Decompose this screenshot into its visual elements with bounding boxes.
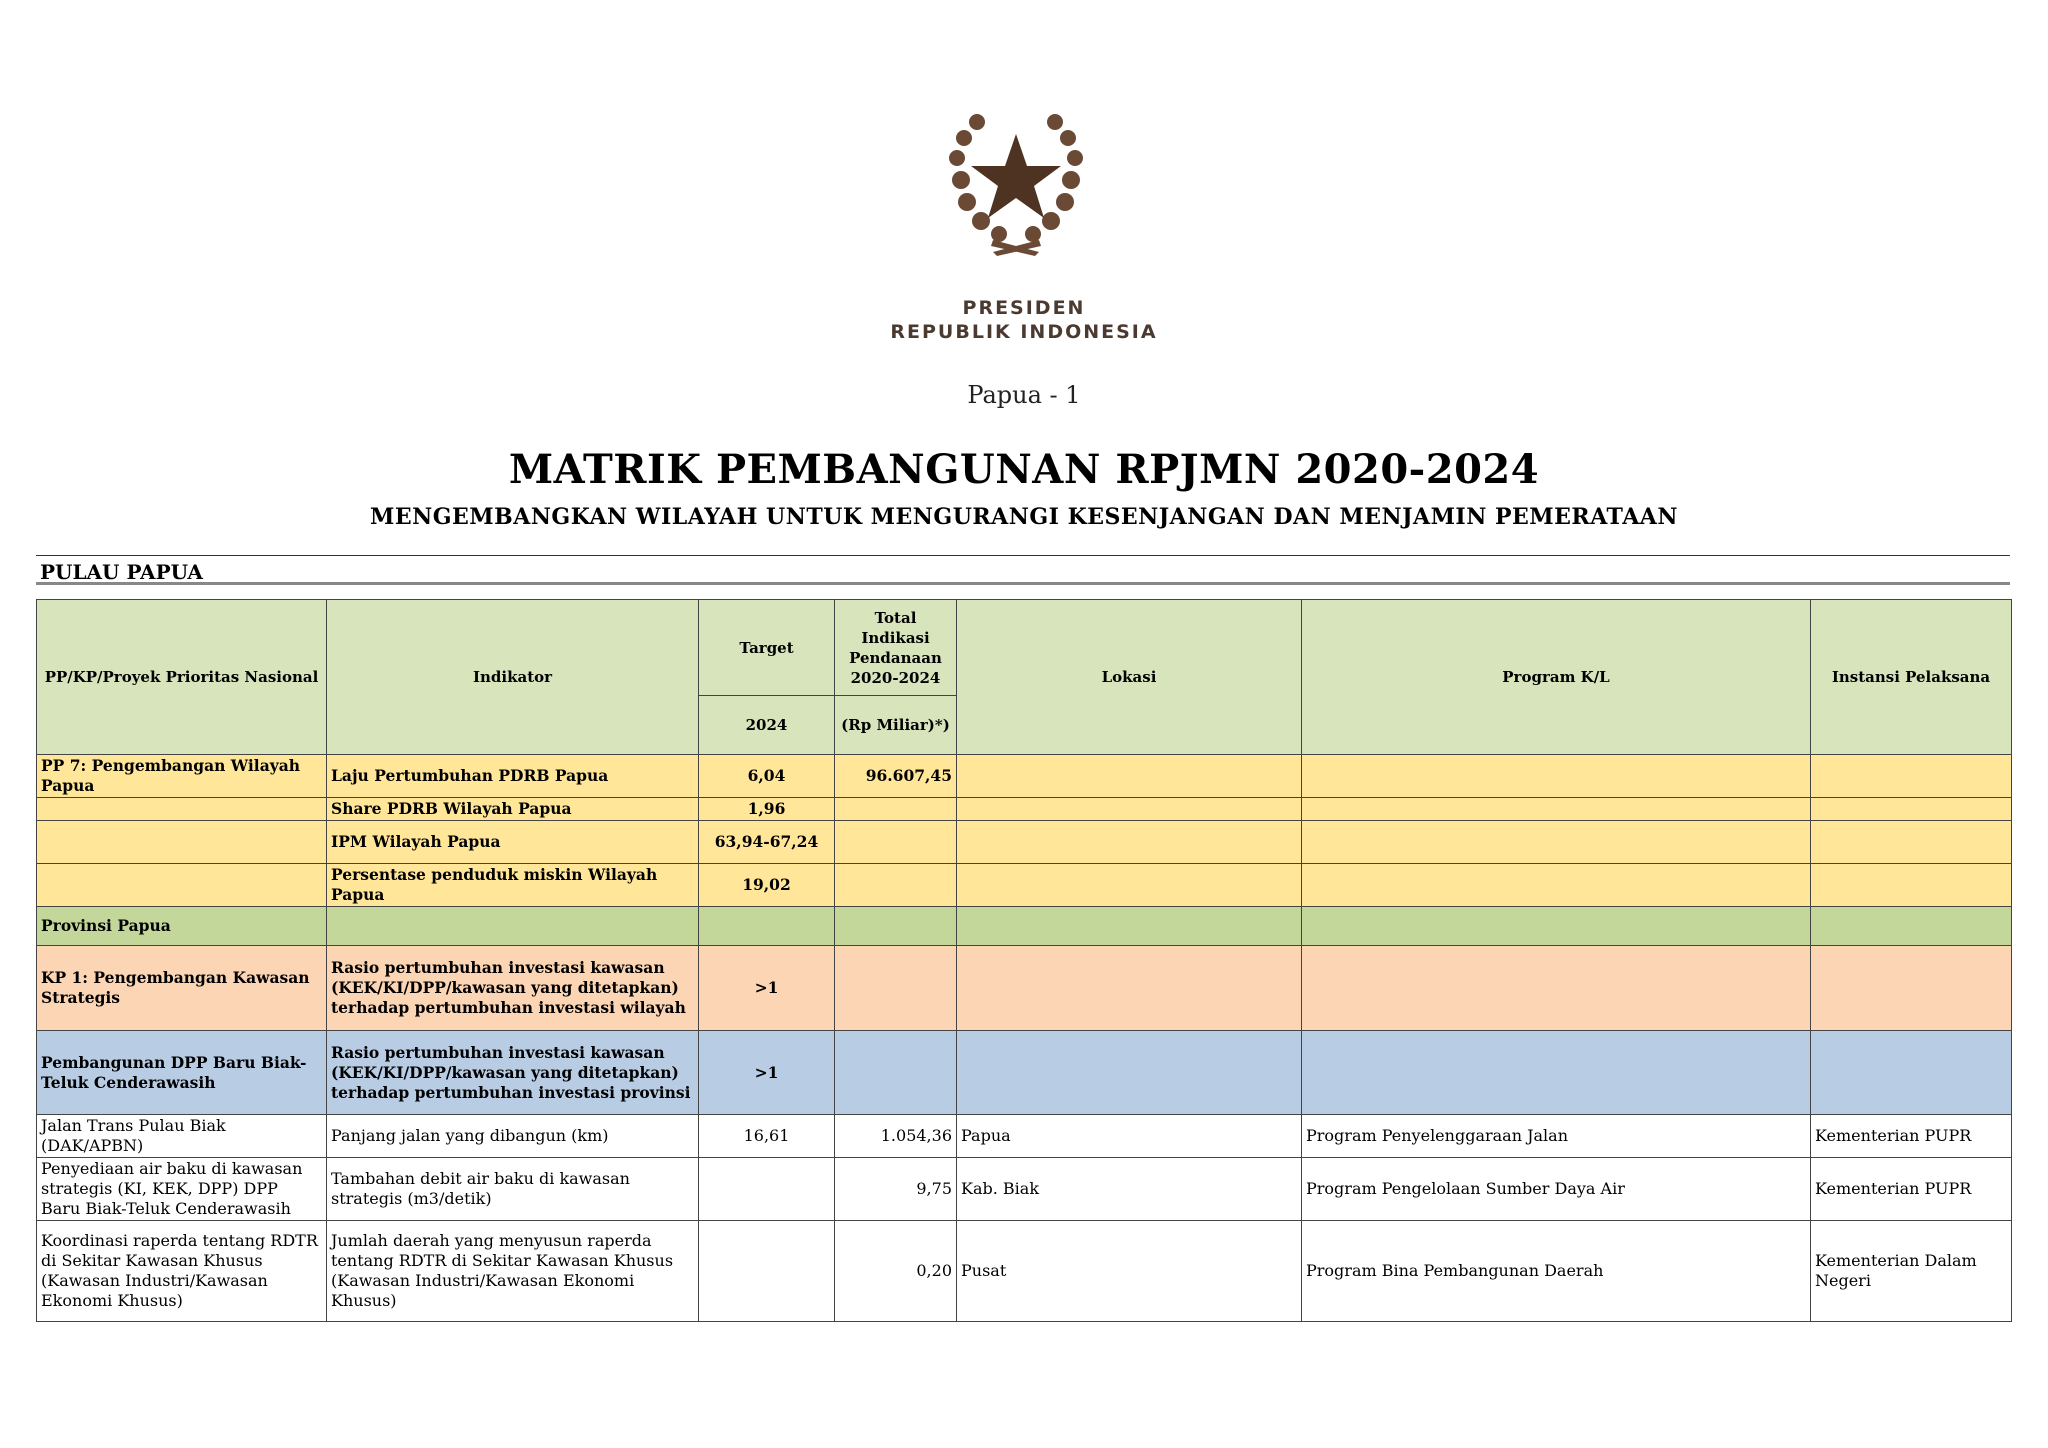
- cell-target: [699, 907, 835, 946]
- divider: [36, 582, 2010, 585]
- cell-instansi: [1811, 1031, 2012, 1115]
- cell-indikator: Laju Pertumbuhan PDRB Papua: [327, 755, 699, 798]
- cell-program: Program Penyelenggaraan Jalan: [1302, 1115, 1811, 1158]
- cell-pp: PP 7: Pengembangan Wilayah Papua: [37, 755, 327, 798]
- table-row: [37, 1115, 2012, 1158]
- cell-program: [1302, 907, 1811, 946]
- cell-total: [835, 798, 957, 821]
- table-row: [37, 821, 2012, 864]
- cell-pp: Pembangunan DPP Baru Biak-Teluk Cenderawasih: [37, 1031, 327, 1115]
- cell-indikator: [327, 907, 699, 946]
- cell-total: [835, 946, 957, 1031]
- cell-lokasi: [957, 798, 1302, 821]
- cell-instansi: Kementerian PUPR: [1811, 1115, 2012, 1158]
- table-row: [37, 1221, 2012, 1322]
- cell-program: [1302, 821, 1811, 864]
- cell-target: >1: [699, 1031, 835, 1115]
- cell-program: Program Pengelolaan Sumber Daya Air: [1302, 1158, 1811, 1221]
- header-program: Program K/L: [1302, 600, 1811, 755]
- cell-instansi: [1811, 946, 2012, 1031]
- cell-target: 16,61: [699, 1115, 835, 1158]
- cell-program: [1302, 1031, 1811, 1115]
- table-row: [37, 907, 2012, 946]
- garuda-star-emblem-icon: [931, 100, 1101, 260]
- page-label: Papua - 1: [967, 381, 1081, 409]
- cell-target: 1,96: [699, 798, 835, 821]
- table-row: [37, 798, 2012, 821]
- cell-program: [1302, 755, 1811, 798]
- cell-target: >1: [699, 946, 835, 1031]
- header-instansi: Instansi Pelaksana: [1811, 600, 2012, 755]
- cell-pp: Jalan Trans Pulau Biak (DAK/APBN): [37, 1115, 327, 1158]
- header-lokasi: Lokasi: [957, 600, 1302, 755]
- cell-target: 19,02: [699, 864, 835, 907]
- cell-indikator: IPM Wilayah Papua: [327, 821, 699, 864]
- cell-pp: Koordinasi raperda tentang RDTR di Sekitar Kawasan Khusus (Kawasan Industri/Kawasan Ekonomi Khusus): [37, 1221, 327, 1322]
- cell-lokasi: Papua: [957, 1115, 1302, 1158]
- cell-indikator: Tambahan debit air baku di kawasan strategis (m3/detik): [327, 1158, 699, 1221]
- cell-lokasi: [957, 864, 1302, 907]
- cell-indikator: Persentase penduduk miskin Wilayah Papua: [327, 864, 699, 907]
- header-pp: PP/KP/Proyek Prioritas Nasional: [37, 600, 327, 755]
- cell-instansi: [1811, 798, 2012, 821]
- cell-indikator: Rasio pertumbuhan investasi kawasan (KEK/KI/DPP/kawasan yang ditetapkan) terhadap pertumbuhan investasi provinsi: [327, 1031, 699, 1115]
- cell-instansi: [1811, 821, 2012, 864]
- cell-program: Program Bina Pembangunan Daerah: [1302, 1221, 1811, 1322]
- header-target: Target: [699, 600, 835, 696]
- cell-lokasi: [957, 821, 1302, 864]
- cell-pp: [37, 864, 327, 907]
- cell-lokasi: [957, 755, 1302, 798]
- cell-total: [835, 1031, 957, 1115]
- cell-instansi: [1811, 907, 2012, 946]
- cell-indikator: Jumlah daerah yang menyusun raperda tentang RDTR di Sekitar Kawasan Khusus (Kawasan Industri/Kawasan Ekonomi Khusus): [327, 1221, 699, 1322]
- cell-total: [835, 907, 957, 946]
- cell-instansi: [1811, 864, 2012, 907]
- cell-lokasi: [957, 907, 1302, 946]
- cell-target: [699, 1221, 835, 1322]
- development-matrix-table: [36, 599, 2012, 1322]
- table-row: [37, 946, 2012, 1031]
- table-header-row: [37, 600, 2012, 696]
- cell-lokasi: Pusat: [957, 1221, 1302, 1322]
- table-row: [37, 755, 2012, 798]
- cell-pp: KP 1: Pengembangan Kawasan Strategis: [37, 946, 327, 1031]
- table-row: [37, 1158, 2012, 1221]
- divider: [36, 555, 2010, 556]
- cell-instansi: [1811, 755, 2012, 798]
- cell-program: [1302, 946, 1811, 1031]
- cell-instansi: Kementerian Dalam Negeri: [1811, 1221, 2012, 1322]
- cell-indikator: Share PDRB Wilayah Papua: [327, 798, 699, 821]
- cell-pp: [37, 798, 327, 821]
- header-total: Total Indikasi Pendanaan 2020-2024: [835, 600, 957, 696]
- cell-total: 1.054,36: [835, 1115, 957, 1158]
- cell-lokasi: Kab. Biak: [957, 1158, 1302, 1221]
- cell-total: 96.607,45: [835, 755, 957, 798]
- page-subtitle: MENGEMBANGKAN WILAYAH UNTUK MENGURANGI KESENJANGAN DAN MENJAMIN PEMERATAAN: [370, 504, 1678, 530]
- emblem-caption-line1: PRESIDEN: [962, 297, 1086, 319]
- cell-lokasi: [957, 946, 1302, 1031]
- cell-target: [699, 1158, 835, 1221]
- cell-indikator: Rasio pertumbuhan investasi kawasan (KEK/KI/DPP/kawasan yang ditetapkan) terhadap pertumbuhan investasi wilayah: [327, 946, 699, 1031]
- cell-target: 63,94-67,24: [699, 821, 835, 864]
- cell-target: 6,04: [699, 755, 835, 798]
- cell-pp: [37, 821, 327, 864]
- cell-pp: Provinsi Papua: [37, 907, 327, 946]
- table-row: [37, 864, 2012, 907]
- cell-total: [835, 821, 957, 864]
- cell-total: 0,20: [835, 1221, 957, 1322]
- header-total-unit: (Rp Miliar)*): [835, 696, 957, 755]
- cell-total: [835, 864, 957, 907]
- cell-total: 9,75: [835, 1158, 957, 1221]
- emblem-caption-line2: REPUBLIK INDONESIA: [890, 321, 1158, 343]
- cell-program: [1302, 798, 1811, 821]
- section-title: PULAU PAPUA: [40, 560, 203, 584]
- cell-lokasi: [957, 1031, 1302, 1115]
- cell-program: [1302, 864, 1811, 907]
- page-title: MATRIK PEMBANGUNAN RPJMN 2020-2024: [508, 446, 1540, 493]
- cell-pp: Penyediaan air baku di kawasan strategis (KI, KEK, DPP) DPP Baru Biak-Teluk Cenderawasih: [37, 1158, 327, 1221]
- header-indikator: Indikator: [327, 600, 699, 755]
- cell-indikator: Panjang jalan yang dibangun (km): [327, 1115, 699, 1158]
- table-row: [37, 1031, 2012, 1115]
- header-target-year: 2024: [699, 696, 835, 755]
- cell-instansi: Kementerian PUPR: [1811, 1158, 2012, 1221]
